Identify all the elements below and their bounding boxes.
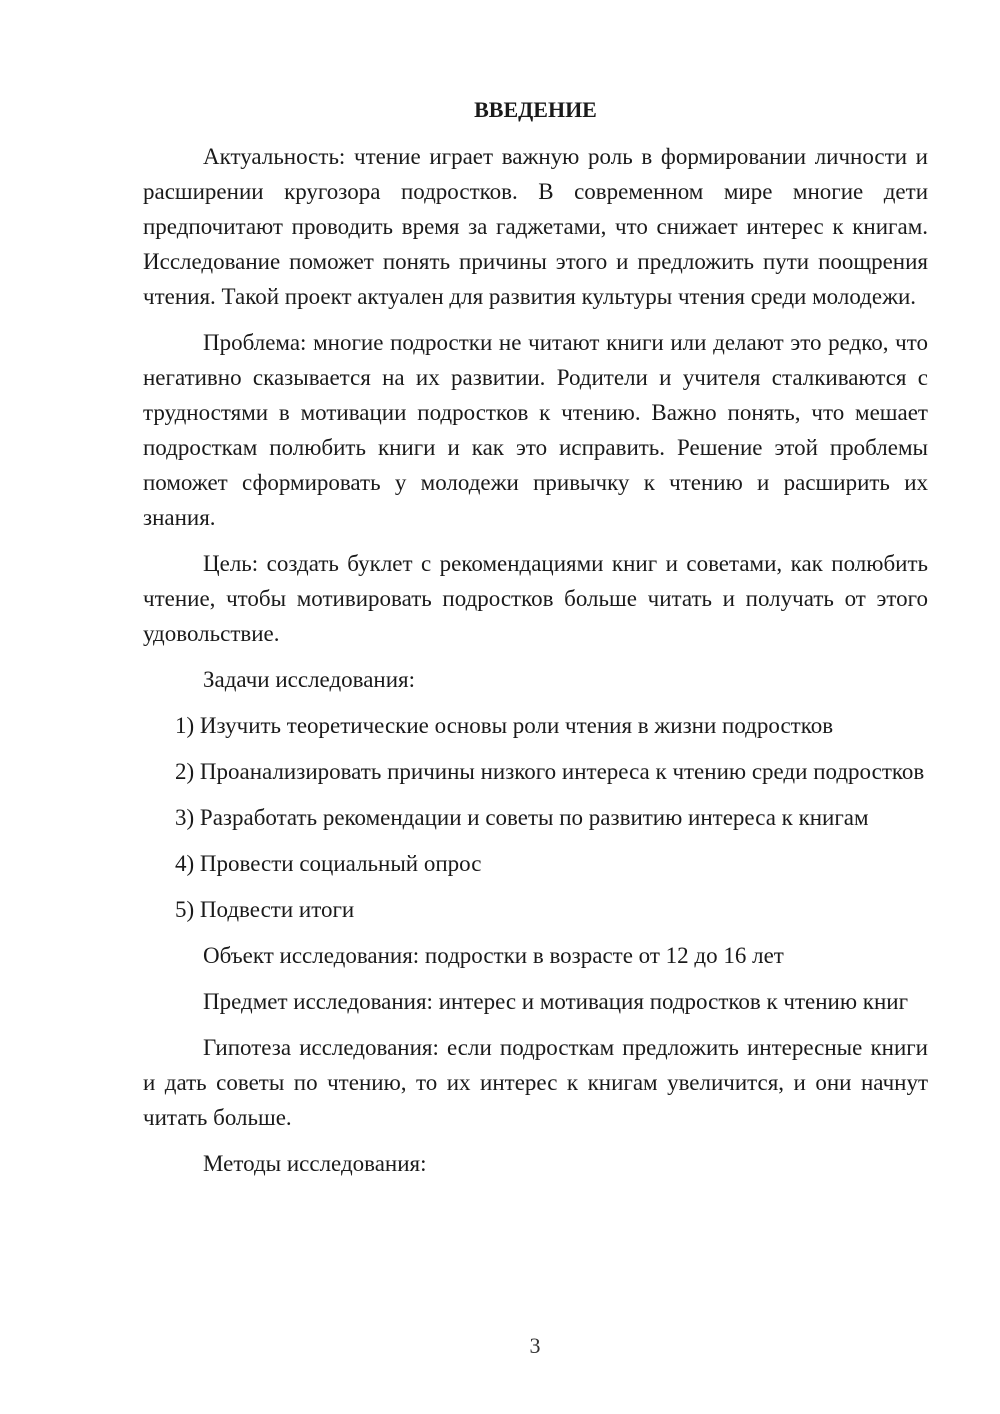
paragraph-goal: Цель: создать буклет с рекомендациями книг и советами, как полюбить чтение, чтобы мотивировать подростков больше читать и получать от этого удовольствие. xyxy=(143,551,928,646)
task-item-5: 5) Подвести итоги xyxy=(175,897,355,922)
task-item-2: 2) Проанализировать причины низкого интереса к чтению среди подростков xyxy=(175,759,925,784)
paragraph-hypothesis: Гипотеза исследования: если подросткам предложить интересные книги и дать советы по чтению, то их интерес к книгам увеличится, и они начнут читать больше. xyxy=(143,1035,928,1130)
page-title: ВВЕДЕНИЕ xyxy=(474,97,597,122)
page-number: 3 xyxy=(529,1333,541,1358)
task-item-1: 1) Изучить теоретические основы роли чтения в жизни подростков xyxy=(175,713,834,738)
task-item-4: 4) Провести социальный опрос xyxy=(175,851,482,876)
tasks-heading: Задачи исследования: xyxy=(203,667,416,692)
methods-heading: Методы исследования: xyxy=(203,1151,427,1176)
paragraph-problem: Проблема: многие подростки не читают книги или делают это редко, что негативно сказывается на их развитии. Родители и учителя сталкиваются с трудностями в мотивации подростков к чтению. Важно понять, что мешает подросткам полюбить книги и как это исправить. Решение этой проблемы поможет сформировать у молодежи привычку к чтению и расширить их знания. xyxy=(143,330,928,530)
page-content xyxy=(143,92,928,1192)
paragraph-object: Объект исследования: подростки в возрасте от 12 до 16 лет xyxy=(203,943,784,968)
paragraph-subject: Предмет исследования: интерес и мотивация подростков к чтению книг xyxy=(203,989,909,1014)
paragraph-relevance: Актуальность: чтение играет важную роль в формировании личности и расширении кругозора подростков. В современном мире многие дети предпочитают проводить время за гаджетами, что снижает интерес к книгам. Исследование поможет понять причины этого и предложить пути поощрения чтения. Такой проект актуален для развития культуры чтения среди молодежи. xyxy=(143,144,928,309)
task-item-3: 3) Разработать рекомендации и советы по развитию интереса к книгам xyxy=(175,805,869,830)
